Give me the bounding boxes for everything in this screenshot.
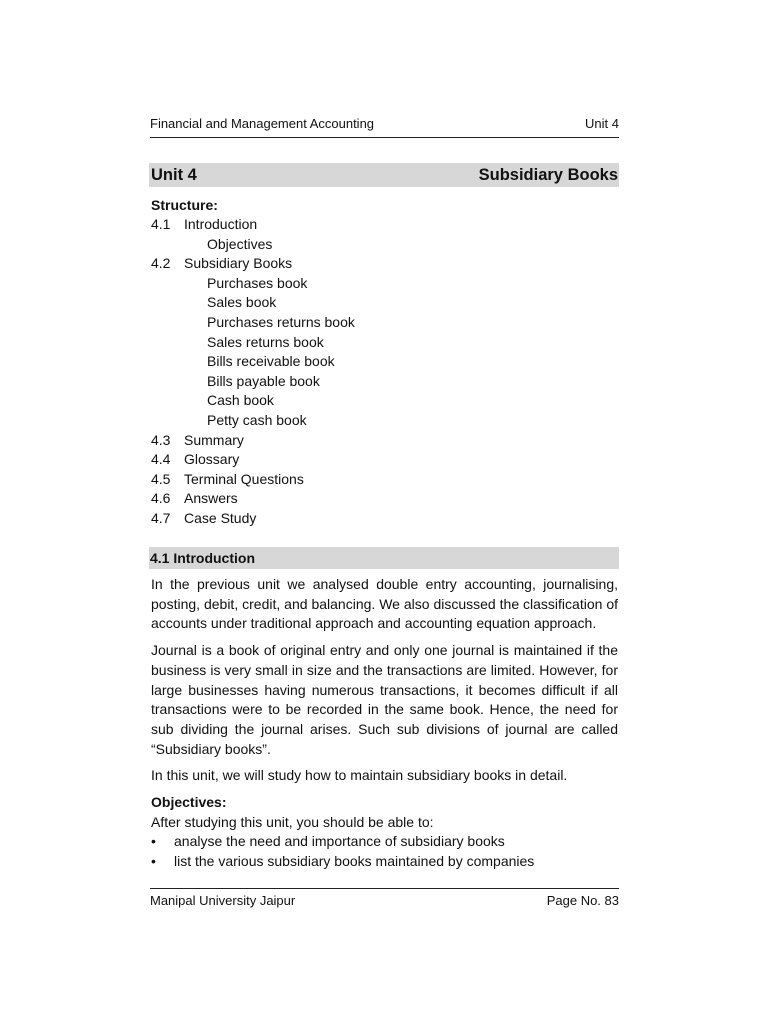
toc-number: 4.7 — [151, 509, 171, 526]
objectives-heading: Objectives: — [151, 794, 227, 811]
section-heading-introduction: 4.1 Introduction — [149, 547, 619, 569]
list-item — [151, 852, 618, 872]
list-item — [151, 470, 611, 490]
toc-label: Summary — [184, 431, 244, 448]
objectives-list — [151, 832, 618, 871]
toc-number: 4.4 — [151, 451, 171, 468]
toc-subitem: Purchases book — [207, 274, 308, 291]
list-item — [151, 411, 611, 431]
list-item — [151, 313, 611, 333]
list-item — [151, 450, 611, 470]
list-item — [151, 333, 611, 353]
list-item — [151, 391, 611, 411]
toc-number: 4.2 — [151, 255, 171, 272]
toc-label: Case Study — [184, 509, 257, 526]
structure-section — [151, 195, 611, 529]
objectives-lead: After studying this unit, you should be able to: — [151, 813, 434, 830]
list-item — [151, 832, 618, 852]
toc-subitem: Bills receivable book — [207, 353, 335, 370]
toc-label: Terminal Questions — [184, 470, 304, 487]
toc-number: 4.6 — [151, 490, 171, 507]
structure-heading: Structure: — [151, 197, 218, 213]
footer-page-number: Page No. 83 — [546, 893, 619, 908]
toc-subitem: Purchases returns book — [207, 313, 355, 330]
unit-number: Unit 4 — [151, 165, 197, 184]
toc-label: Introduction — [184, 216, 258, 232]
toc-label: Subsidiary Books — [184, 255, 293, 272]
unit-title: Subsidiary Books — [478, 165, 618, 184]
bullet-icon: • — [151, 853, 156, 870]
header-unit-label: Unit 4 — [585, 116, 619, 131]
list-item — [151, 235, 611, 255]
list-item — [151, 431, 611, 451]
toc-subitem: Objectives — [207, 235, 273, 252]
list-item — [151, 489, 611, 509]
toc-label: Glossary — [184, 451, 240, 468]
intro-paragraph: In the previous unit we analysed double entry accounting, journalising, posting, debit, credit, and balancing. We also discussed the classification of accounts under traditional approach and accounting equation approach. — [151, 576, 618, 632]
toc-subitem: Sales book — [207, 294, 277, 311]
structure-list — [151, 215, 611, 529]
objective-text: list the various subsidiary books maintained by companies — [174, 853, 535, 870]
list-item — [151, 372, 611, 392]
introduction-body — [151, 575, 618, 872]
toc-number: 4.3 — [151, 431, 171, 448]
intro-paragraph: Journal is a book of original entry and only one journal is maintained if the business is very small in size and the transactions are limited. However, for large businesses having numerous transactions, it becomes difficult if all transactions were to be recorded in the same book. Hence, the need for sub dividing the journal arises. Such sub divisions of journal are called “Subsidiary books”. — [151, 642, 618, 757]
footer-institution: Manipal University Jaipur — [150, 893, 296, 908]
toc-label: Answers — [184, 490, 238, 507]
unit-title-bar — [149, 163, 619, 187]
list-item — [151, 215, 611, 235]
toc-number: 4.5 — [151, 470, 171, 487]
header-course-title: Financial and Management Accounting — [150, 116, 375, 131]
objective-text: analyse the need and importance of subsidiary books — [174, 833, 505, 850]
list-item — [151, 293, 611, 313]
toc-subitem: Cash book — [207, 392, 274, 409]
toc-number: 4.1 — [151, 216, 171, 232]
toc-subitem: Bills payable book — [207, 372, 320, 389]
list-item — [151, 254, 611, 274]
running-header — [150, 116, 619, 138]
intro-paragraph: In this unit, we will study how to maintain subsidiary books in detail. — [151, 767, 568, 784]
list-item — [151, 509, 611, 529]
list-item — [151, 274, 611, 294]
bullet-icon: • — [151, 833, 156, 850]
running-footer — [150, 888, 619, 908]
toc-subitem: Petty cash book — [207, 411, 307, 428]
list-item — [151, 352, 611, 372]
toc-subitem: Sales returns book — [207, 333, 324, 350]
